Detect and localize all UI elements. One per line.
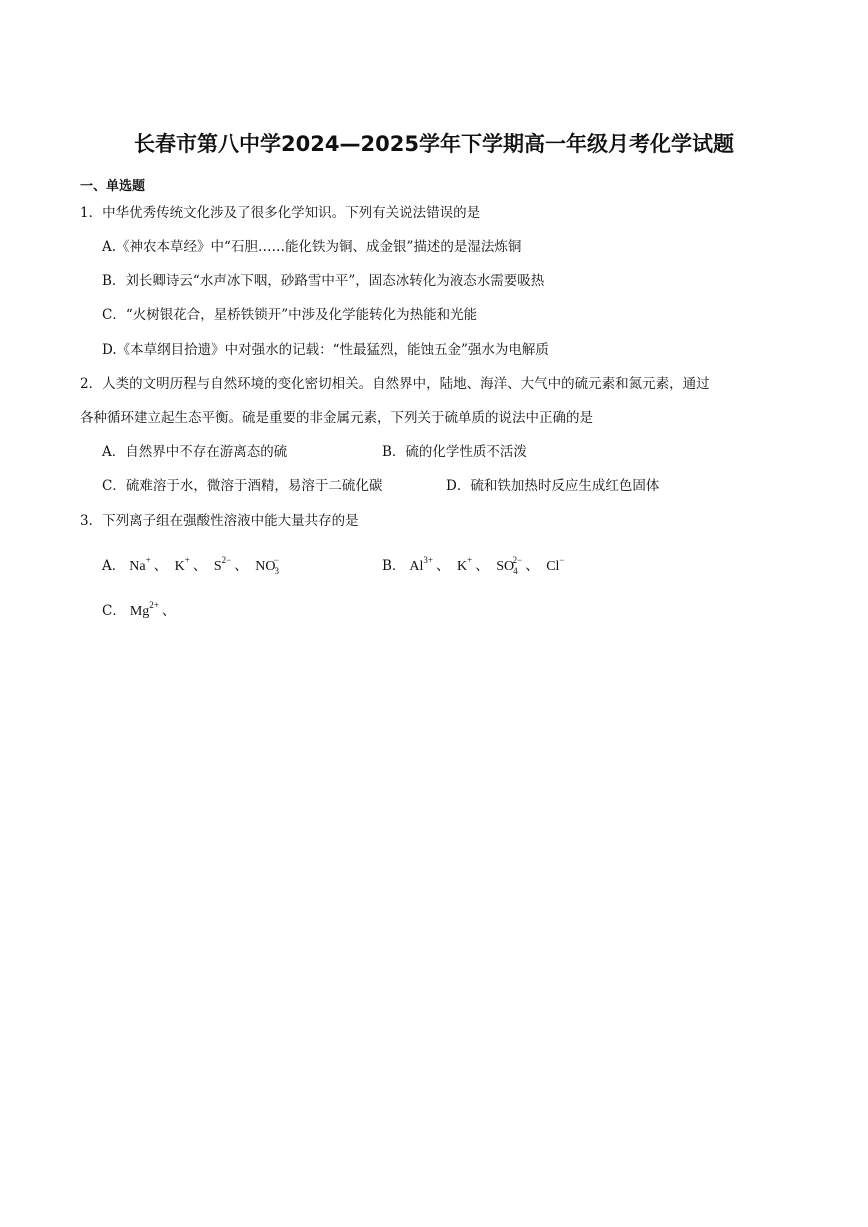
question-2-option-a: A．自然界中不存在游离态的硫: [102, 444, 288, 460]
ion-base: S: [213, 559, 222, 574]
question-2-option-b: B．硫的化学性质不活泼: [382, 444, 527, 460]
ion-base: Al: [409, 559, 424, 574]
ion-separator: 、: [234, 559, 249, 574]
ion-base: K: [457, 559, 468, 574]
ion-formula: [175, 551, 190, 576]
ion-base: NO: [255, 559, 276, 574]
option-c-label: C．: [102, 603, 126, 619]
ion-subscript: 3: [274, 566, 279, 576]
ion-charge: +: [467, 555, 473, 565]
question-1-option-d: D.《本草纲目拾遗》中对强水的记载：“性最猛烈，能蚀五金”强水为电解质: [102, 342, 549, 358]
ion-separator: 、: [525, 559, 540, 574]
ion-charge: 2+: [149, 600, 159, 610]
question-2-option-d: D．硫和铁加热时反应生成红色固体: [446, 478, 660, 494]
question-1-option-c: C．“火树银花合，星桥铁锁开”中涉及化学能转化为热能和光能: [102, 307, 478, 323]
ion-charge: −: [559, 555, 565, 565]
question-2-stem-line1: 2．人类的文明历程与自然环境的变化密切相关。自然界中，陆地、海洋、大气中的硫元素和氮元素，通过: [80, 376, 710, 392]
ion-base: K: [174, 559, 185, 574]
ion-separator: 、: [153, 559, 168, 574]
ion-formula: [546, 551, 564, 576]
ion-separator: 、: [436, 559, 450, 574]
question-1-option-a: A.《神农本草经》中“石胆……能化铁为铜、成金银”描述的是湿法炼铜: [102, 239, 522, 255]
question-3-option-b: [382, 551, 565, 580]
question-3-option-a: [102, 551, 279, 580]
question-1-stem: 1．中华优秀传统文化涉及了很多化学知识。下列有关说法错误的是: [80, 205, 481, 221]
option-a-ions: [125, 555, 280, 576]
ion-base: Na: [129, 559, 146, 574]
ion-formula: [457, 551, 472, 576]
question-3-option-c: [102, 596, 179, 621]
question-2-option-c: C．硫难溶于水，微溶于酒精，易溶于二硫化碳: [102, 478, 383, 494]
ion-charge: 2−: [221, 555, 232, 565]
ion-charge: −: [273, 555, 280, 565]
ion-charge: +: [184, 555, 190, 565]
ion-formula: [409, 551, 433, 576]
section-heading: 一、单选题: [80, 179, 146, 194]
ion-base: Cl: [546, 559, 560, 574]
page-title: 长春市第八中学2024—2025学年下学期高一年级月考化学试题: [134, 132, 734, 156]
ion-formula: [214, 551, 231, 576]
option-b-ions: [405, 555, 565, 576]
ion-formula: [130, 596, 159, 621]
ion-separator: 、: [161, 604, 176, 619]
ion-charge: 2−: [512, 555, 523, 565]
question-3-stem: 3．下列离子组在强酸性溶液中能大量共存的是: [80, 513, 359, 529]
question-2-stem-line2: 各种循环建立起生态平衡。硫是重要的非金属元素，下列关于硫单质的说法中正确的是: [80, 410, 593, 426]
question-1-option-b: B．刘长卿诗云“水声冰下咽，砂路雪中平”，固态冰转化为液态水需要吸热: [102, 273, 545, 289]
ion-formula: [129, 551, 150, 576]
ion-formula: [496, 551, 522, 580]
option-c-ions: [126, 600, 179, 619]
ion-subscript: 4: [513, 566, 518, 576]
ion-charge: +: [145, 555, 151, 565]
option-b-label: B．: [382, 558, 406, 574]
ion-base: SO: [496, 559, 515, 574]
ion-separator: 、: [192, 559, 207, 574]
option-a-label: A．: [102, 558, 126, 574]
ion-formula: [255, 551, 279, 580]
ion-separator: 、: [475, 559, 490, 574]
ion-base: Mg: [129, 604, 150, 619]
ion-charge: 3+: [423, 555, 433, 565]
